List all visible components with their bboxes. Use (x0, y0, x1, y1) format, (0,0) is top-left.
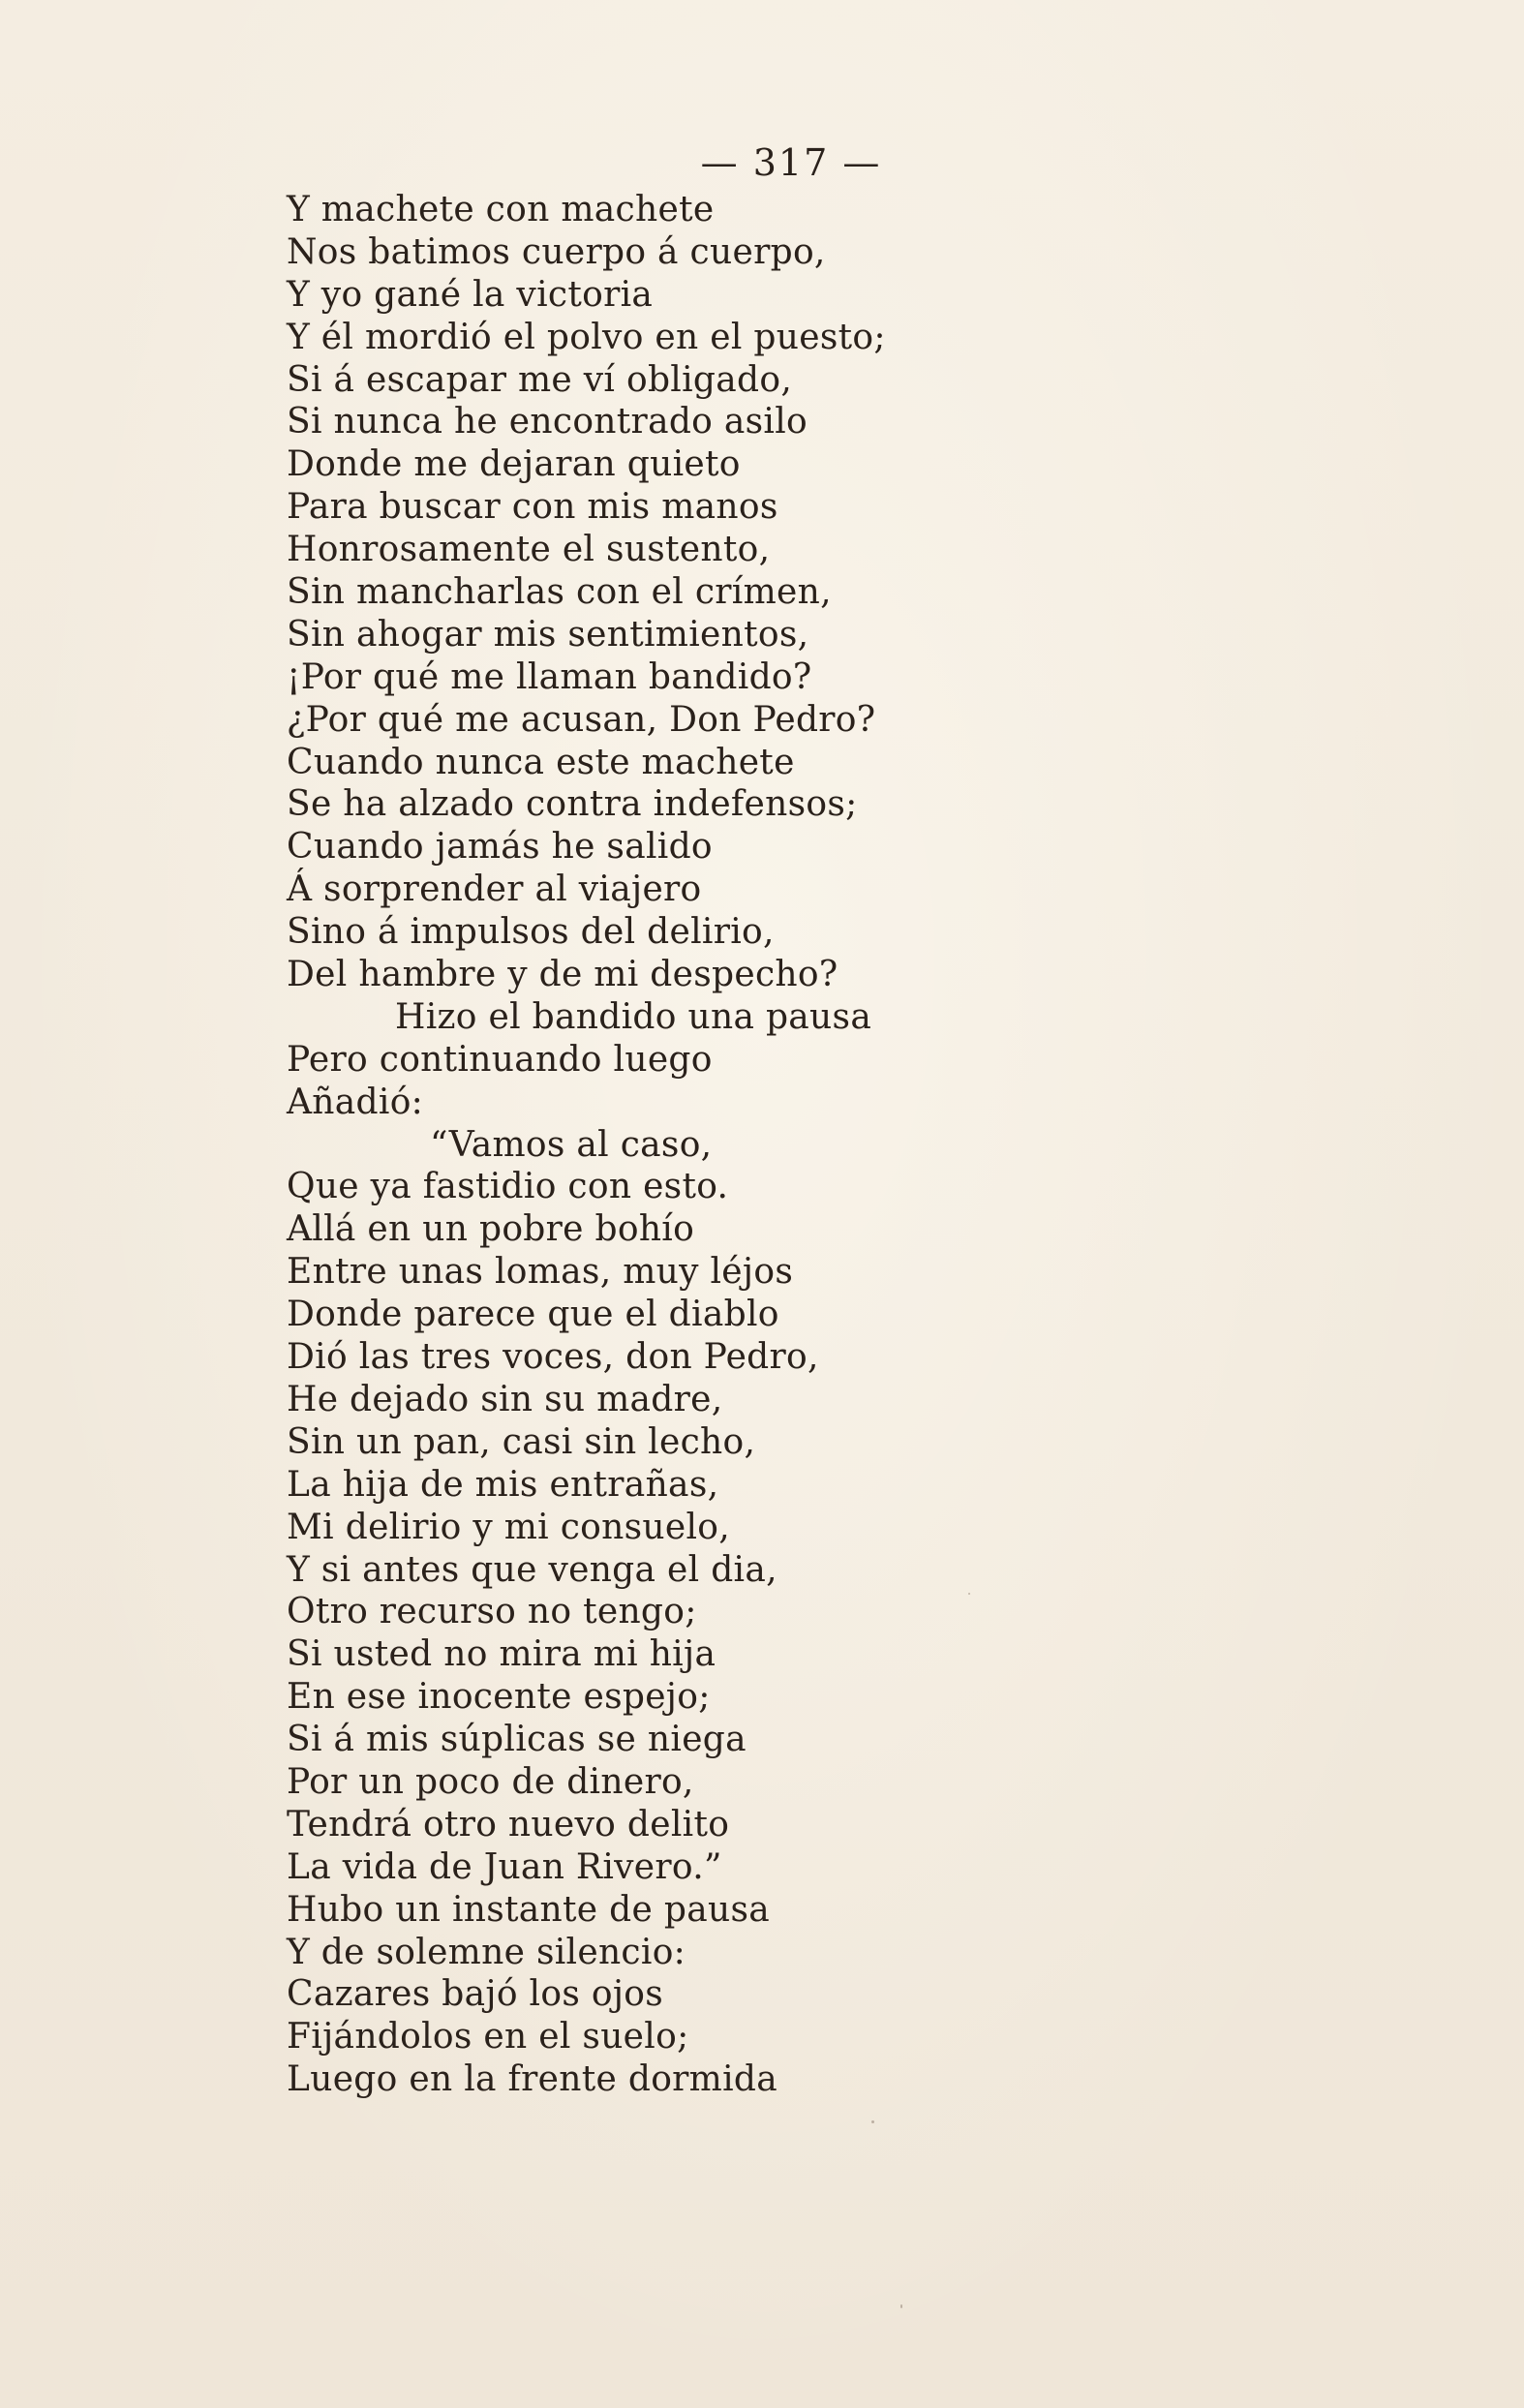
poem-line: Pero continuando luego (287, 1039, 713, 1080)
poem-line: Fijándolos en el suelo; (287, 2017, 689, 2057)
poem-line: Por un poco de dinero, (287, 1761, 694, 1802)
poem-line: ¿Por qué me acusan, Don Pedro? (287, 699, 876, 740)
poem-line: Y yo gané la victoria (287, 274, 654, 315)
poem-line: Añadió: (287, 1082, 424, 1122)
poem-line: ¡Por qué me llaman bandido? (287, 656, 812, 697)
poem-line: He dejado sin su madre, (287, 1379, 723, 1419)
poem-line: La vida de Juan Rivero.” (287, 1846, 722, 1887)
poem-line: Cuando nunca este machete (287, 742, 795, 782)
poem-line: Luego en la frente dormida (287, 2059, 778, 2100)
poem-line: Á sorprender al viajero (287, 869, 702, 910)
poem-line: Otro recurso no tengo; (287, 1592, 697, 1632)
poem-line: Donde me dejaran quieto (287, 444, 741, 485)
poem-line: Si nunca he encontrado asilo (287, 402, 808, 442)
poem-line: Si á escapar me ví obligado, (287, 359, 793, 400)
poem-line: Entre unas lomas, muy léjos (287, 1252, 794, 1293)
poem-line: Cuando jamás he salido (287, 827, 713, 868)
page-number (0, 139, 1524, 186)
poem-line: Sino á impulsos del delirio, (287, 912, 775, 953)
poem-line: Dió las tres voces, don Pedro, (287, 1337, 819, 1378)
poem-line: En ese inocente espejo; (287, 1677, 711, 1718)
poem-line: Sin ahogar mis sentimientos, (287, 614, 809, 655)
paper-speck (900, 2304, 902, 2308)
poem-line: Nos batimos cuerpo á cuerpo, (287, 231, 826, 272)
poem-line: Mi delirio y mi consuelo, (287, 1507, 731, 1547)
poem-line: Se ha alzado contra indefensos; (287, 784, 858, 825)
poem-line: Para buscar con mis manos (287, 487, 778, 528)
poem-line: Si á mis súplicas se niega (287, 1720, 747, 1760)
poem-line: La hija de mis entrañas, (287, 1464, 719, 1505)
poem-line: Honrosamente el sustento, (287, 530, 771, 570)
poem-line: Sin un pan, casi sin lecho, (287, 1421, 756, 1462)
poem-line: Hizo el bandido una pausa (395, 996, 872, 1037)
poem-line: Sin mancharlas con el crímen, (287, 572, 832, 613)
poem-line: Tendrá otro nuevo delito (287, 1804, 730, 1844)
poem-line: Y si antes que venga el dia, (287, 1549, 777, 1590)
poem-line: Donde parece que el diablo (287, 1295, 779, 1335)
poem-line: Hubo un instante de pausa (287, 1889, 770, 1930)
poem-line: “Vamos al caso, (430, 1124, 713, 1165)
poem-line: Del hambre y de mi despecho? (287, 955, 838, 995)
poem-line: Si usted no mira mi hija (287, 1634, 716, 1675)
poem-line: Y él mordió el polvo en el puesto; (287, 317, 886, 357)
paper-speck (968, 1593, 970, 1595)
poem-line: Cazares bajó los ojos (287, 1974, 664, 2015)
poem-line: Que ya fastidio con esto. (287, 1167, 729, 1207)
poem-line: Y machete con machete (287, 190, 715, 229)
paper-speck (871, 2120, 874, 2123)
poem-line: Allá en un pobre bohío (287, 1209, 695, 1250)
poem-text (287, 189, 1255, 2101)
poem-line: Y de solemne silencio: (287, 1932, 686, 1972)
page-number-text: — 317 — (700, 141, 882, 184)
